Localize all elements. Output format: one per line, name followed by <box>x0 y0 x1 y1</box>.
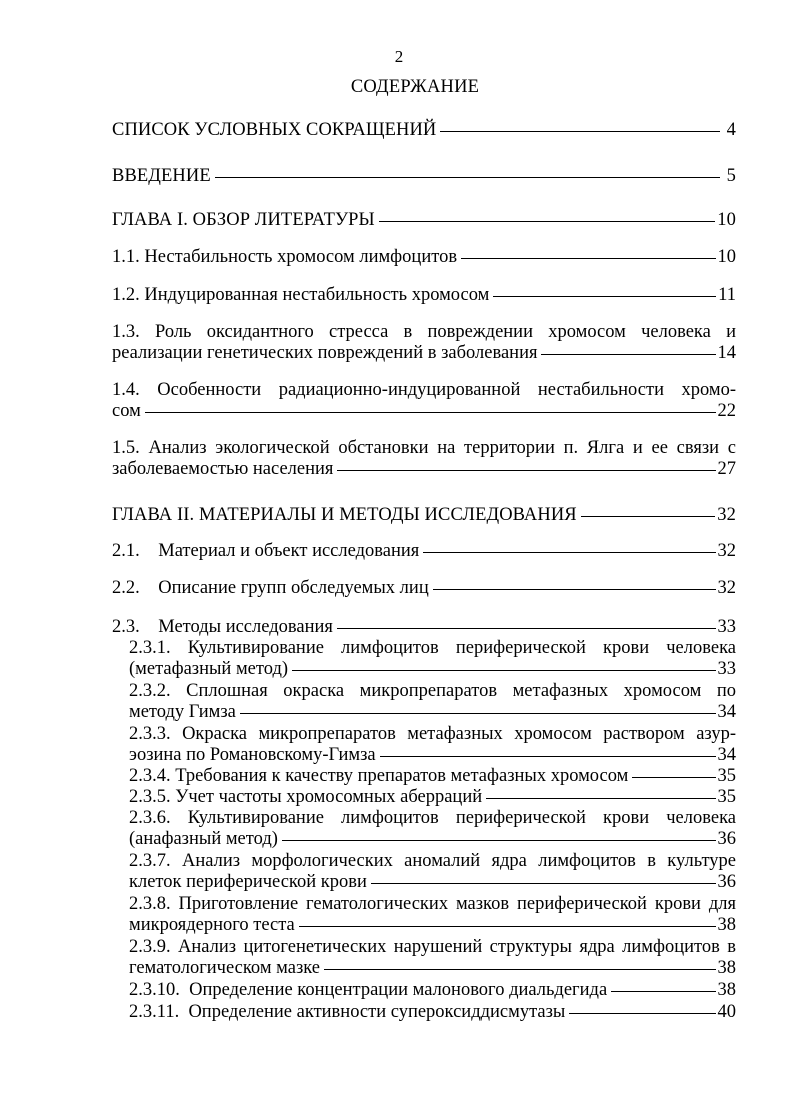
toc-page-number: 33 <box>717 617 736 637</box>
toc-entry-1-3[interactable] <box>112 322 736 364</box>
toc-page-number: 35 <box>717 766 736 786</box>
toc-entry-text-line-1: 2.3.8. Приготовление гематологических мазков периферической крови для <box>129 894 736 914</box>
toc-entry-text-line-2: заболеваемостью населения <box>112 459 334 479</box>
leader-line <box>215 177 720 178</box>
toc-entry-2-3-2[interactable] <box>129 681 736 723</box>
toc-entry-2-1[interactable] <box>112 541 736 562</box>
toc-entry-2-3-9[interactable] <box>129 937 736 979</box>
toc-entry-text: ГЛАВА II. МАТЕРИАЛЫ И МЕТОДЫ ИССЛЕДОВАНИЯ <box>112 505 577 525</box>
toc-entry-1-4[interactable] <box>112 380 736 422</box>
toc-entry-text-line-1: 2.3.2. Сплошная окраска микропрепаратов метафазных хромосом по <box>129 681 736 701</box>
toc-entry-text: 2.3.4. Требования к качеству препаратов метафазных хромосом <box>129 766 629 786</box>
toc-entry-text: 2.3.10. Определение концентрации малонового диальдегида <box>129 980 608 1000</box>
toc-page-number: 38 <box>717 915 736 935</box>
toc-entry-2-3-10[interactable] <box>129 980 736 1001</box>
toc-entry-text: ГЛАВА I. ОБЗОР ЛИТЕРАТУРЫ <box>112 210 375 230</box>
toc-entry-text-line-2: гематологическом мазке <box>129 958 320 978</box>
toc-entry-text-line-2: микроядерного теста <box>129 915 295 935</box>
toc-entry-chapter-1[interactable] <box>112 210 736 231</box>
toc-page-number: 38 <box>717 980 736 1000</box>
leader-line <box>440 131 720 132</box>
toc-entry-text-line-1: 1.5. Анализ экологической обстановки на территории п. Ялга и ее связи с <box>112 438 736 458</box>
leader-line <box>632 777 715 778</box>
leader-line <box>541 354 715 355</box>
toc-page-number: 35 <box>717 787 736 807</box>
toc-entry-text: 2.3. Методы исследования <box>112 617 333 637</box>
leader-line <box>337 628 716 629</box>
leader-line <box>324 969 716 970</box>
leader-line <box>145 412 716 413</box>
leader-line <box>569 1013 715 1014</box>
toc-page-number: 10 <box>717 247 736 267</box>
leader-line <box>379 221 716 222</box>
toc-entry-text: 2.1. Материал и объект исследования <box>112 541 420 561</box>
toc-entry-text-line-2: (метафазный метод) <box>129 659 289 679</box>
toc-entry-text: 2.3.11. Определение активности супероксиддисмутазы <box>129 1002 566 1022</box>
leader-line <box>493 296 716 297</box>
leader-line <box>337 470 715 471</box>
toc-page-number: 27 <box>717 459 736 479</box>
toc-page-number: 40 <box>717 1002 736 1022</box>
toc-entry-text-line-2: эозина по Романовскому-Гимза <box>129 745 376 765</box>
toc-entry-text-line-2: клеток периферической крови <box>129 872 367 892</box>
toc-entry-2-3-8[interactable] <box>129 894 736 936</box>
toc-page-number: 38 <box>717 958 736 978</box>
toc-entry-text: 1.1. Нестабильность хромосом лимфоцитов <box>112 247 458 267</box>
leader-line <box>581 516 716 517</box>
page-number: 2 <box>394 47 404 66</box>
toc-entry-text-line-1: 2.3.1. Культивирование лимфоцитов периферической крови человека <box>129 638 736 658</box>
toc-page-number: 34 <box>717 702 736 722</box>
toc-entry-chapter-2[interactable] <box>112 505 736 526</box>
toc-entry-text-line-1: 2.3.7. Анализ морфологических аномалий ядра лимфоцитов в культуре <box>129 851 736 871</box>
toc-entry-2-3[interactable] <box>112 617 736 638</box>
toc-page-number: 5 <box>726 166 736 186</box>
toc-page-number: 14 <box>717 343 736 363</box>
toc-entry-text: 2.3.5. Учет частоты хромосомных аберраций <box>129 787 483 807</box>
toc-entry-text-line-2: сом <box>112 401 141 421</box>
toc-entry-text-line-2: (анафазный метод) <box>129 829 278 849</box>
toc-entry-text: СПИСОК УСЛОВНЫХ СОКРАЩЕНИЙ <box>112 120 437 140</box>
toc-page-number: 33 <box>717 659 736 679</box>
toc-page-number: 36 <box>717 872 736 892</box>
toc-entry-text: 2.2. Описание групп обследуемых лиц <box>112 578 429 598</box>
toc-entry-text-line-1: 2.3.9. Анализ цитогенетических нарушений структуры ядра лимфоцитов в <box>129 937 736 957</box>
toc-page-number: 36 <box>717 829 736 849</box>
toc-entry-abbreviations[interactable] <box>112 120 736 141</box>
toc-page-number: 34 <box>717 745 736 765</box>
leader-line <box>611 991 715 992</box>
toc-entry-2-3-3[interactable] <box>129 724 736 766</box>
toc-entry-2-3-5[interactable] <box>129 787 736 808</box>
toc-entry-text-line-1: 1.4. Особенности радиационно-индуцированной нестабильности хромо- <box>112 380 736 400</box>
leader-line <box>282 840 716 841</box>
toc-page-number: 32 <box>717 578 736 598</box>
toc-entry-2-3-1[interactable] <box>129 638 736 680</box>
toc-entry-2-3-6[interactable] <box>129 808 736 850</box>
toc-page-number: 22 <box>717 401 736 421</box>
toc-entry-text-line-1: 1.3. Роль оксидантного стресса в повреждении хромосом человека и <box>112 322 736 342</box>
leader-line <box>292 670 715 671</box>
toc-entry-2-2[interactable] <box>112 578 736 599</box>
toc-entry-text: ВВЕДЕНИЕ <box>112 166 211 186</box>
toc-entry-text-line-2: методу Гимза <box>129 702 236 722</box>
toc-entry-text-line-1: 2.3.3. Окраска микропрепаратов метафазных хромосом раствором азур- <box>129 724 736 744</box>
toc-entry-1-5[interactable] <box>112 438 736 480</box>
toc-entry-text: 1.2. Индуцированная нестабильность хромосом <box>112 285 490 305</box>
toc-entry-1-2[interactable] <box>112 285 736 306</box>
toc-page-number: 4 <box>726 120 736 140</box>
toc-entry-text-line-1: 2.3.6. Культивирование лимфоцитов периферической крови человека <box>129 808 736 828</box>
toc-entry-2-3-7[interactable] <box>129 851 736 893</box>
toc-entry-1-1[interactable] <box>112 247 736 268</box>
leader-line <box>299 926 716 927</box>
toc-page-number: 11 <box>718 285 736 305</box>
page-title: СОДЕРЖАНИЕ <box>350 77 480 97</box>
toc-page-number: 32 <box>717 505 736 525</box>
leader-line <box>380 756 716 757</box>
toc-entry-2-3-4[interactable] <box>129 766 736 787</box>
leader-line <box>423 552 715 553</box>
toc-entry-introduction[interactable] <box>112 166 736 187</box>
toc-entry-2-3-11[interactable] <box>129 1002 736 1023</box>
toc-page-number: 32 <box>717 541 736 561</box>
leader-line <box>240 713 716 714</box>
leader-line <box>461 258 715 259</box>
leader-line <box>433 589 716 590</box>
leader-line <box>371 883 716 884</box>
toc-page-number: 10 <box>717 210 736 230</box>
leader-line <box>486 798 715 799</box>
toc-entry-text-line-2: реализации генетических повреждений в заболевания <box>112 343 538 363</box>
